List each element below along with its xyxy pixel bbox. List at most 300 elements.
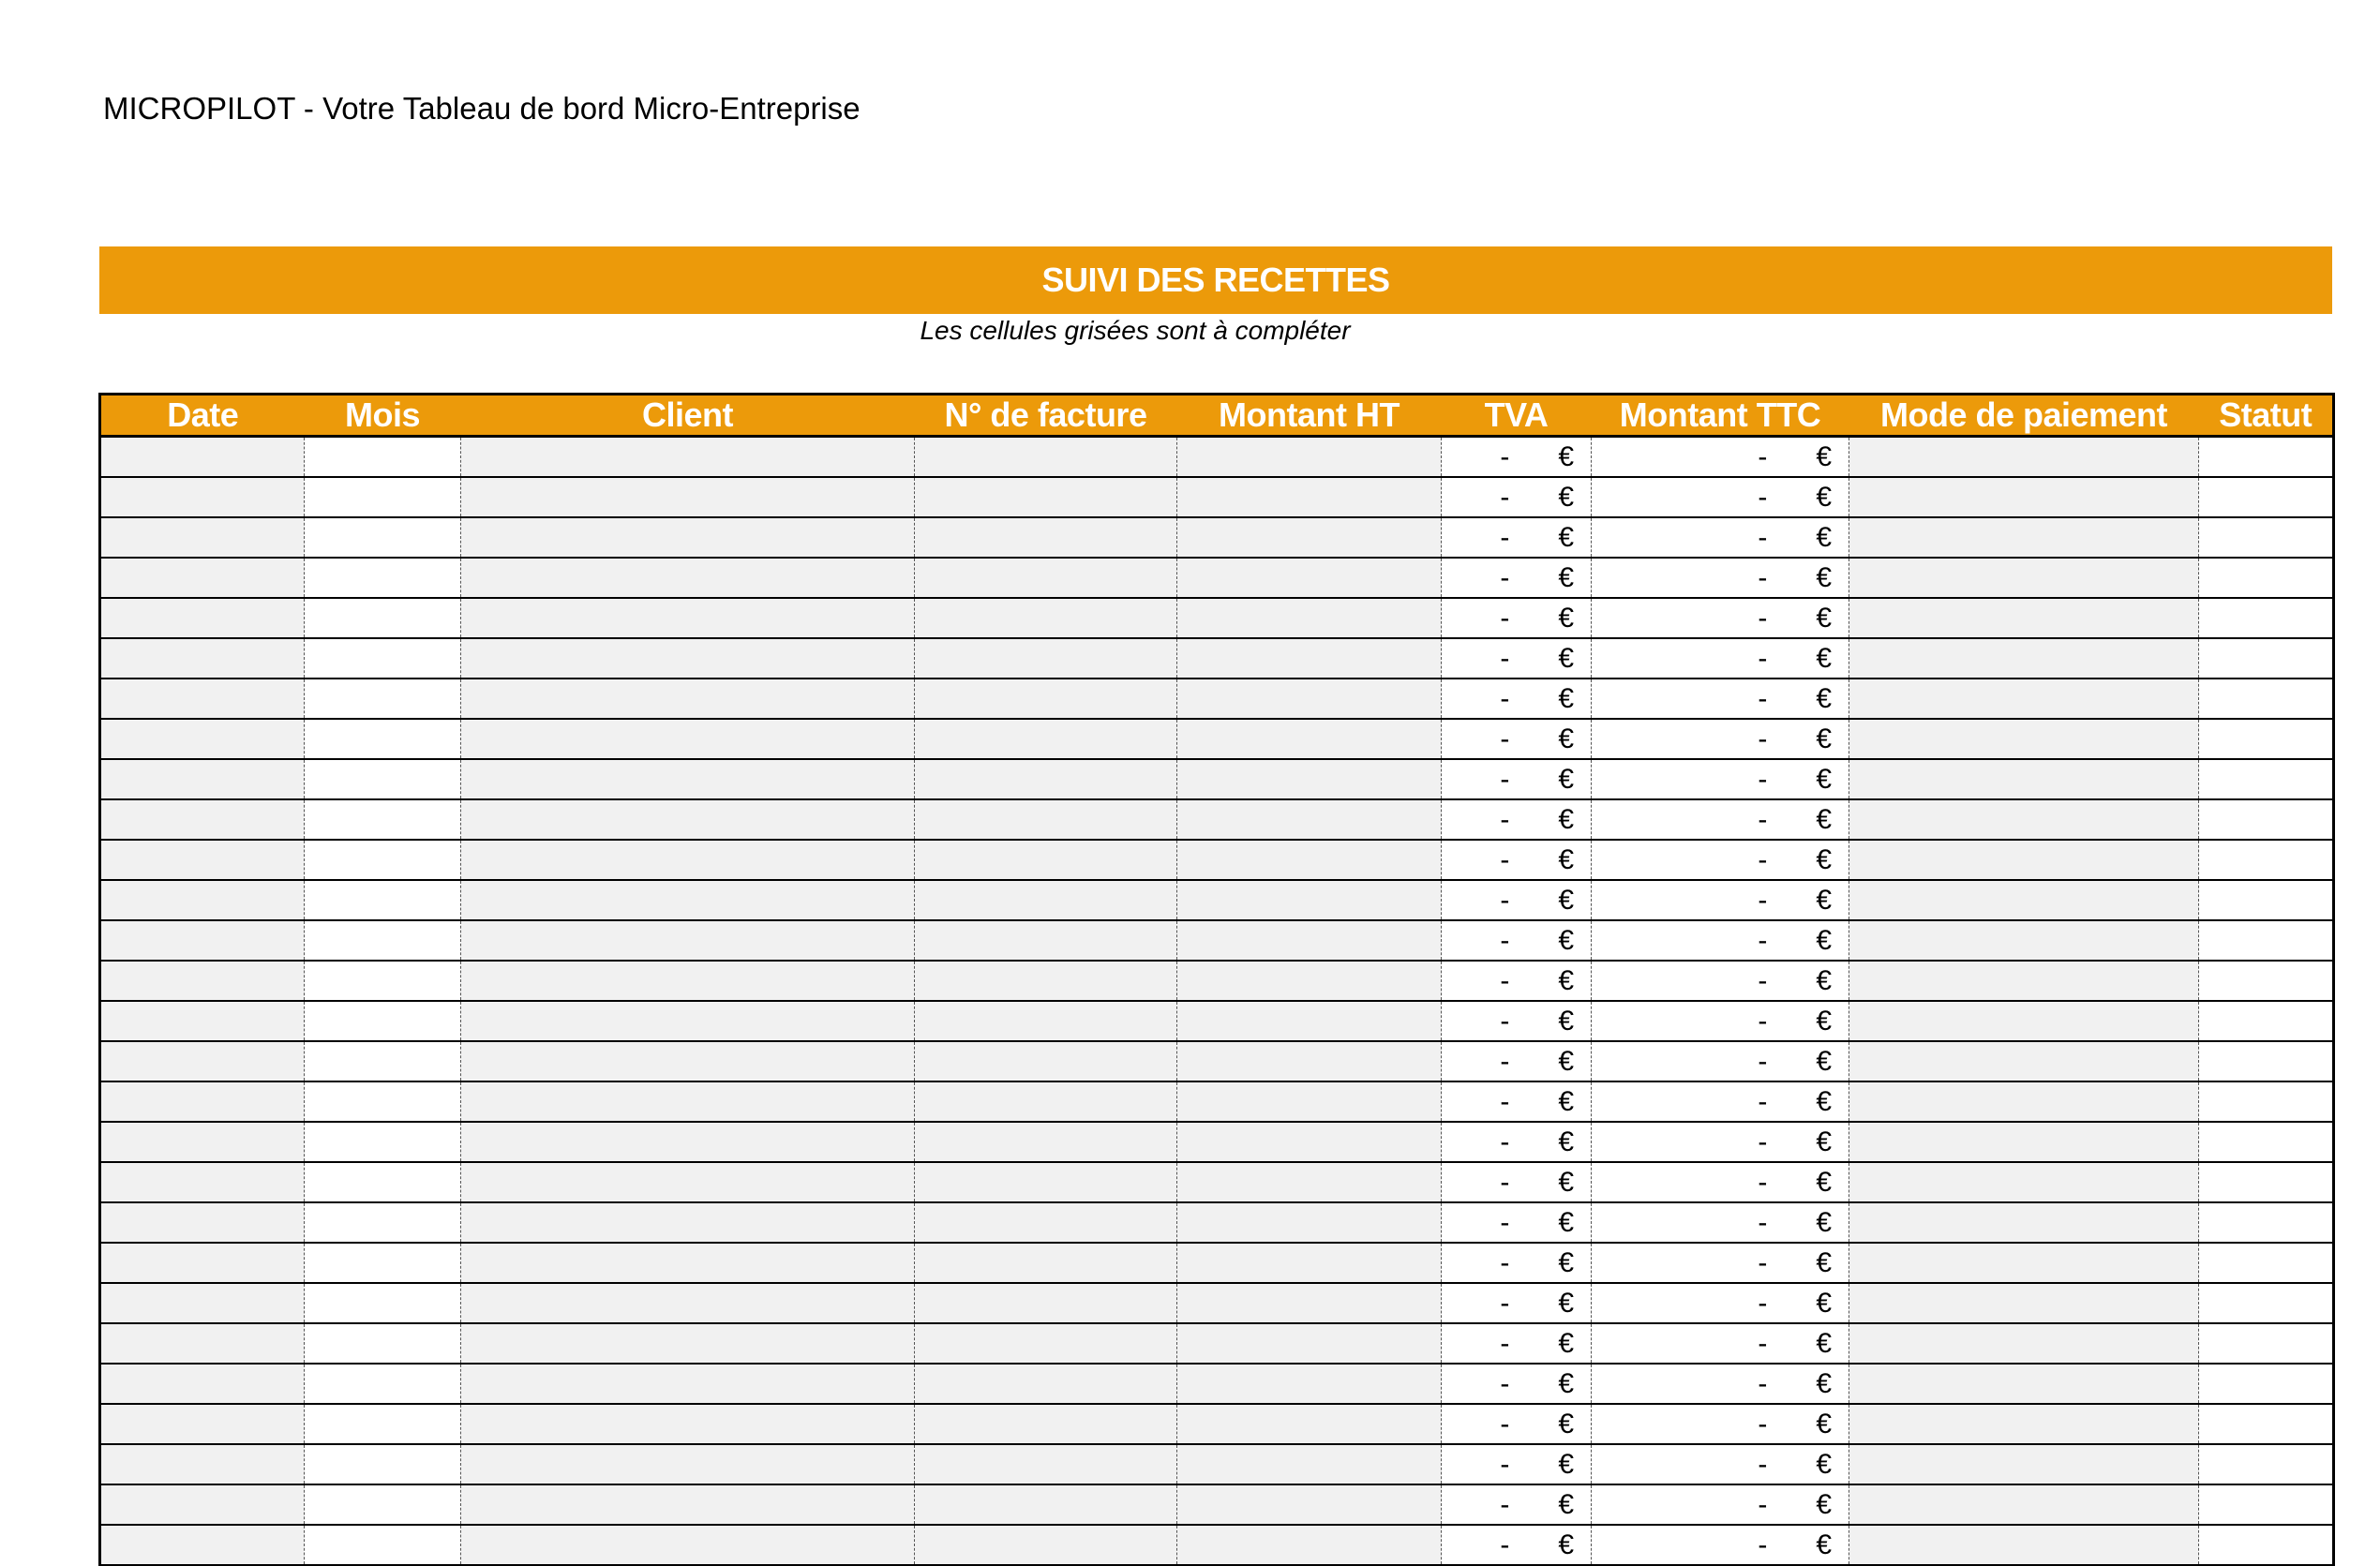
mois-cell[interactable] [305,1202,461,1243]
client-cell[interactable] [461,880,915,920]
statut-cell[interactable] [2199,920,2334,961]
montant-ttc-cell [1592,1243,1849,1283]
euro-symbol: € [1816,1045,1832,1077]
mode-paiement-cell[interactable] [1849,1081,2199,1122]
facture-cell[interactable] [915,719,1177,759]
mode-paiement-cell[interactable] [1849,1202,2199,1243]
client-cell[interactable] [461,477,915,517]
tva-cell [1442,1001,1592,1041]
amount-value: - [1758,763,1768,795]
client-cell[interactable] [461,517,915,558]
montant-ht-cell[interactable] [1177,598,1442,638]
amount-value: - [1758,1085,1768,1117]
mode-paiement-cell[interactable] [1849,638,2199,679]
montant-ttc-cell [1592,1444,1849,1484]
statut-cell[interactable] [2199,1081,2334,1122]
montant-ht-cell[interactable] [1177,799,1442,840]
mois-cell[interactable] [305,759,461,799]
table-row [100,840,2334,880]
table-row [100,1001,2334,1041]
montant-ttc-cell [1592,598,1849,638]
statut-cell[interactable] [2199,638,2334,679]
facture-cell[interactable] [915,1283,1177,1323]
table-row [100,517,2334,558]
mode-paiement-cell[interactable] [1849,1283,2199,1323]
date-cell[interactable] [100,1525,305,1565]
facture-cell[interactable] [915,1323,1177,1364]
amount-value: - [1758,1206,1768,1238]
montant-ttc-cell [1592,1525,1849,1565]
montant-ht-cell[interactable] [1177,1404,1442,1444]
mode-paiement-cell[interactable] [1849,558,2199,598]
date-cell[interactable] [100,598,305,638]
tva-cell [1442,1041,1592,1081]
table-row [100,1081,2334,1122]
montant-ht-cell[interactable] [1177,477,1442,517]
euro-symbol: € [1816,481,1832,513]
mode-paiement-cell[interactable] [1849,1364,2199,1404]
montant-ht-cell[interactable] [1177,1081,1442,1122]
table-row [100,1404,2334,1444]
montant-ht-cell[interactable] [1177,679,1442,719]
date-cell[interactable] [100,840,305,880]
table-row [100,558,2334,598]
facture-cell[interactable] [915,1122,1177,1162]
client-cell[interactable] [461,1364,915,1404]
montant-ttc-cell [1592,437,1849,478]
tva-cell [1442,638,1592,679]
client-cell[interactable] [461,1444,915,1484]
montant-ttc-cell [1592,679,1849,719]
amount-value: - [1758,1166,1768,1198]
client-cell[interactable] [461,1323,915,1364]
mois-cell[interactable] [305,638,461,679]
euro-symbol: € [1816,1529,1832,1560]
client-cell[interactable] [461,1404,915,1444]
montant-ht-cell[interactable] [1177,1364,1442,1404]
table-row [100,719,2334,759]
mois-cell[interactable] [305,880,461,920]
facture-cell[interactable] [915,1081,1177,1122]
amount-value: - [1500,1287,1510,1319]
mode-paiement-cell[interactable] [1849,1243,2199,1283]
date-cell[interactable] [100,1444,305,1484]
table-row [100,638,2334,679]
date-cell[interactable] [100,1283,305,1323]
mois-cell[interactable] [305,1081,461,1122]
euro-symbol: € [1558,723,1574,754]
montant-ht-cell[interactable] [1177,1444,1442,1484]
amount-value: - [1500,561,1510,593]
euro-symbol: € [1816,561,1832,593]
amount-value: - [1500,1529,1510,1560]
mois-cell[interactable] [305,1444,461,1484]
montant-ttc-cell [1592,759,1849,799]
tva-cell [1442,598,1592,638]
montant-ttc-cell [1592,638,1849,679]
facture-cell[interactable] [915,1162,1177,1202]
mois-cell[interactable] [305,558,461,598]
euro-symbol: € [1558,1005,1574,1037]
euro-symbol: € [1558,884,1574,916]
mois-cell[interactable] [305,1404,461,1444]
euro-symbol: € [1816,763,1832,795]
mode-paiement-cell[interactable] [1849,517,2199,558]
statut-cell[interactable] [2199,1484,2334,1525]
tva-cell [1442,558,1592,598]
client-cell[interactable] [461,1081,915,1122]
statut-cell[interactable] [2199,1323,2334,1364]
amount-value: - [1500,1166,1510,1198]
mode-paiement-cell[interactable] [1849,1162,2199,1202]
statut-cell[interactable] [2199,1404,2334,1444]
montant-ht-cell[interactable] [1177,1323,1442,1364]
montant-ht-cell[interactable] [1177,638,1442,679]
statut-cell[interactable] [2199,1525,2334,1565]
table-row [100,679,2334,719]
mois-cell[interactable] [305,799,461,840]
facture-cell[interactable] [915,679,1177,719]
amount-value: - [1500,521,1510,553]
mois-cell[interactable] [305,1001,461,1041]
statut-cell[interactable] [2199,437,2334,478]
statut-cell[interactable] [2199,961,2334,1001]
mois-cell[interactable] [305,517,461,558]
facture-cell[interactable] [915,1001,1177,1041]
amount-value: - [1758,561,1768,593]
montant-ht-cell[interactable] [1177,1122,1442,1162]
statut-cell[interactable] [2199,799,2334,840]
euro-symbol: € [1558,481,1574,513]
mois-cell[interactable] [305,437,461,478]
tva-cell [1442,920,1592,961]
euro-symbol: € [1816,1367,1832,1399]
statut-cell[interactable] [2199,1283,2334,1323]
date-cell[interactable] [100,759,305,799]
statut-cell[interactable] [2199,1364,2334,1404]
euro-symbol: € [1558,682,1574,714]
euro-symbol: € [1558,1287,1574,1319]
euro-symbol: € [1816,884,1832,916]
date-cell[interactable] [100,799,305,840]
mode-paiement-cell[interactable] [1849,799,2199,840]
mois-cell[interactable] [305,1364,461,1404]
facture-cell[interactable] [915,437,1177,478]
statut-cell[interactable] [2199,1041,2334,1081]
statut-cell[interactable] [2199,598,2334,638]
date-cell[interactable] [100,558,305,598]
section-title: SUIVI DES RECETTES [1041,261,1390,299]
mode-paiement-cell[interactable] [1849,1484,2199,1525]
date-cell[interactable] [100,1041,305,1081]
statut-cell[interactable] [2199,1243,2334,1283]
client-cell[interactable] [461,719,915,759]
mode-paiement-cell[interactable] [1849,880,2199,920]
facture-cell[interactable] [915,840,1177,880]
client-cell[interactable] [461,1162,915,1202]
euro-symbol: € [1816,964,1832,996]
instructions-note: Les cellules grisées sont à compléter [920,316,1351,345]
mois-cell[interactable] [305,1525,461,1565]
date-cell[interactable] [100,920,305,961]
date-cell[interactable] [100,719,305,759]
statut-cell[interactable] [2199,1001,2334,1041]
facture-cell[interactable] [915,961,1177,1001]
montant-ht-cell[interactable] [1177,558,1442,598]
mode-paiement-cell[interactable] [1849,961,2199,1001]
statut-cell[interactable] [2199,679,2334,719]
amount-value: - [1758,642,1768,674]
client-cell[interactable] [461,1283,915,1323]
montant-ht-cell[interactable] [1177,1484,1442,1525]
tva-cell [1442,477,1592,517]
tva-cell [1442,1444,1592,1484]
euro-symbol: € [1816,1488,1832,1520]
euro-symbol: € [1816,1408,1832,1439]
montant-ht-cell[interactable] [1177,1202,1442,1243]
table-row [100,1364,2334,1404]
euro-symbol: € [1816,642,1832,674]
facture-cell[interactable] [915,1484,1177,1525]
statut-cell[interactable] [2199,880,2334,920]
client-cell[interactable] [461,1122,915,1162]
mois-cell[interactable] [305,1323,461,1364]
amount-value: - [1758,1045,1768,1077]
montant-ht-cell[interactable] [1177,1162,1442,1202]
mois-cell[interactable] [305,1041,461,1081]
statut-cell[interactable] [2199,1122,2334,1162]
euro-symbol: € [1558,1529,1574,1560]
date-cell[interactable] [100,638,305,679]
tva-cell [1442,1162,1592,1202]
mois-cell[interactable] [305,1122,461,1162]
mode-paiement-cell[interactable] [1849,1323,2199,1364]
client-cell[interactable] [461,961,915,1001]
montant-ht-cell[interactable] [1177,437,1442,478]
facture-cell[interactable] [915,799,1177,840]
euro-symbol: € [1816,843,1832,875]
mode-paiement-cell[interactable] [1849,477,2199,517]
mode-paiement-cell[interactable] [1849,1444,2199,1484]
statut-cell[interactable] [2199,477,2334,517]
amount-value: - [1500,1367,1510,1399]
facture-cell[interactable] [915,638,1177,679]
date-cell[interactable] [100,961,305,1001]
client-cell[interactable] [461,1243,915,1283]
amount-value: - [1500,642,1510,674]
amount-value: - [1758,440,1768,472]
facture-cell[interactable] [915,920,1177,961]
euro-symbol: € [1816,1005,1832,1037]
montant-ttc-cell [1592,1001,1849,1041]
table-row [100,1444,2334,1484]
facture-cell[interactable] [915,1404,1177,1444]
table-row [100,920,2334,961]
mode-paiement-cell[interactable] [1849,759,2199,799]
montant-ht-cell[interactable] [1177,880,1442,920]
facture-cell[interactable] [915,1444,1177,1484]
montant-ttc-cell [1592,1041,1849,1081]
client-cell[interactable] [461,1001,915,1041]
euro-symbol: € [1558,1246,1574,1278]
facture-cell[interactable] [915,1525,1177,1565]
facture-cell[interactable] [915,598,1177,638]
montant-ht-cell[interactable] [1177,840,1442,880]
amount-value: - [1500,1005,1510,1037]
amount-value: - [1758,1367,1768,1399]
date-cell[interactable] [100,1484,305,1525]
euro-symbol: € [1558,1367,1574,1399]
mode-paiement-cell[interactable] [1849,437,2199,478]
mode-paiement-cell[interactable] [1849,719,2199,759]
col-header-facture: N° de facture [915,395,1177,437]
date-cell[interactable] [100,517,305,558]
montant-ht-cell[interactable] [1177,1243,1442,1283]
montant-ht-cell[interactable] [1177,1525,1442,1565]
col-header-client: Client [461,395,915,437]
montant-ht-cell[interactable] [1177,920,1442,961]
statut-cell[interactable] [2199,517,2334,558]
client-cell[interactable] [461,920,915,961]
client-cell[interactable] [461,840,915,880]
date-cell[interactable] [100,1202,305,1243]
facture-cell[interactable] [915,1243,1177,1283]
facture-cell[interactable] [915,880,1177,920]
amount-value: - [1500,884,1510,916]
mois-cell[interactable] [305,840,461,880]
table-row [100,598,2334,638]
euro-symbol: € [1558,1488,1574,1520]
amount-value: - [1500,1045,1510,1077]
amount-value: - [1758,1448,1768,1480]
date-cell[interactable] [100,679,305,719]
facture-cell[interactable] [915,517,1177,558]
mois-cell[interactable] [305,1162,461,1202]
date-cell[interactable] [100,880,305,920]
date-cell[interactable] [100,1122,305,1162]
mode-paiement-cell[interactable] [1849,1122,2199,1162]
euro-symbol: € [1558,561,1574,593]
mode-paiement-cell[interactable] [1849,1041,2199,1081]
table-row [100,1525,2334,1565]
montant-ht-cell[interactable] [1177,1001,1442,1041]
client-cell[interactable] [461,437,915,478]
date-cell[interactable] [100,477,305,517]
mois-cell[interactable] [305,1283,461,1323]
table-row [100,759,2334,799]
client-cell[interactable] [461,1525,915,1565]
facture-cell[interactable] [915,477,1177,517]
mois-cell[interactable] [305,920,461,961]
statut-cell[interactable] [2199,558,2334,598]
mode-paiement-cell[interactable] [1849,1404,2199,1444]
statut-cell[interactable] [2199,1444,2334,1484]
date-cell[interactable] [100,1404,305,1444]
amount-value: - [1500,803,1510,835]
mode-paiement-cell[interactable] [1849,920,2199,961]
date-cell[interactable] [100,1162,305,1202]
mode-paiement-cell[interactable] [1849,1525,2199,1565]
table-row [100,1283,2334,1323]
date-cell[interactable] [100,437,305,478]
date-cell[interactable] [100,1364,305,1404]
mois-cell[interactable] [305,1243,461,1283]
montant-ttc-cell [1592,558,1849,598]
client-cell[interactable] [461,679,915,719]
client-cell[interactable] [461,1202,915,1243]
client-cell[interactable] [461,638,915,679]
mois-cell[interactable] [305,719,461,759]
document-title: MICROPILOT - Votre Tableau de bord Micro-Entreprise [103,91,861,126]
amount-value: - [1500,1085,1510,1117]
client-cell[interactable] [461,1484,915,1525]
client-cell[interactable] [461,598,915,638]
date-cell[interactable] [100,1323,305,1364]
montant-ht-cell[interactable] [1177,759,1442,799]
table-body [100,437,2334,1566]
facture-cell[interactable] [915,759,1177,799]
date-cell[interactable] [100,1081,305,1122]
euro-symbol: € [1558,440,1574,472]
montant-ht-cell[interactable] [1177,961,1442,1001]
tva-cell [1442,759,1592,799]
mode-paiement-cell[interactable] [1849,840,2199,880]
client-cell[interactable] [461,558,915,598]
montant-ttc-cell [1592,1081,1849,1122]
montant-ht-cell[interactable] [1177,1041,1442,1081]
euro-symbol: € [1558,1045,1574,1077]
client-cell[interactable] [461,759,915,799]
mois-cell[interactable] [305,961,461,1001]
amount-value: - [1758,1408,1768,1439]
client-cell[interactable] [461,799,915,840]
mode-paiement-cell[interactable] [1849,598,2199,638]
statut-cell[interactable] [2199,759,2334,799]
montant-ht-cell[interactable] [1177,517,1442,558]
client-cell[interactable] [461,1041,915,1081]
mois-cell[interactable] [305,477,461,517]
mois-cell[interactable] [305,1484,461,1525]
tva-cell [1442,1081,1592,1122]
table-row [100,1323,2334,1364]
col-header-montant-ttc: Montant TTC [1592,395,1849,437]
statut-cell[interactable] [2199,719,2334,759]
tva-cell [1442,679,1592,719]
facture-cell[interactable] [915,1202,1177,1243]
mois-cell[interactable] [305,598,461,638]
statut-cell[interactable] [2199,840,2334,880]
facture-cell[interactable] [915,1041,1177,1081]
mois-cell[interactable] [305,679,461,719]
euro-symbol: € [1816,602,1832,634]
date-cell[interactable] [100,1243,305,1283]
facture-cell[interactable] [915,558,1177,598]
amount-value: - [1758,884,1768,916]
montant-ht-cell[interactable] [1177,719,1442,759]
amount-value: - [1500,763,1510,795]
mode-paiement-cell[interactable] [1849,679,2199,719]
montant-ht-cell[interactable] [1177,1283,1442,1323]
facture-cell[interactable] [915,1364,1177,1404]
statut-cell[interactable] [2199,1162,2334,1202]
table-row [100,1243,2334,1283]
amount-value: - [1500,1488,1510,1520]
date-cell[interactable] [100,1001,305,1041]
statut-cell[interactable] [2199,1202,2334,1243]
section-banner [99,246,2332,314]
euro-symbol: € [1816,1166,1832,1198]
mode-paiement-cell[interactable] [1849,1001,2199,1041]
